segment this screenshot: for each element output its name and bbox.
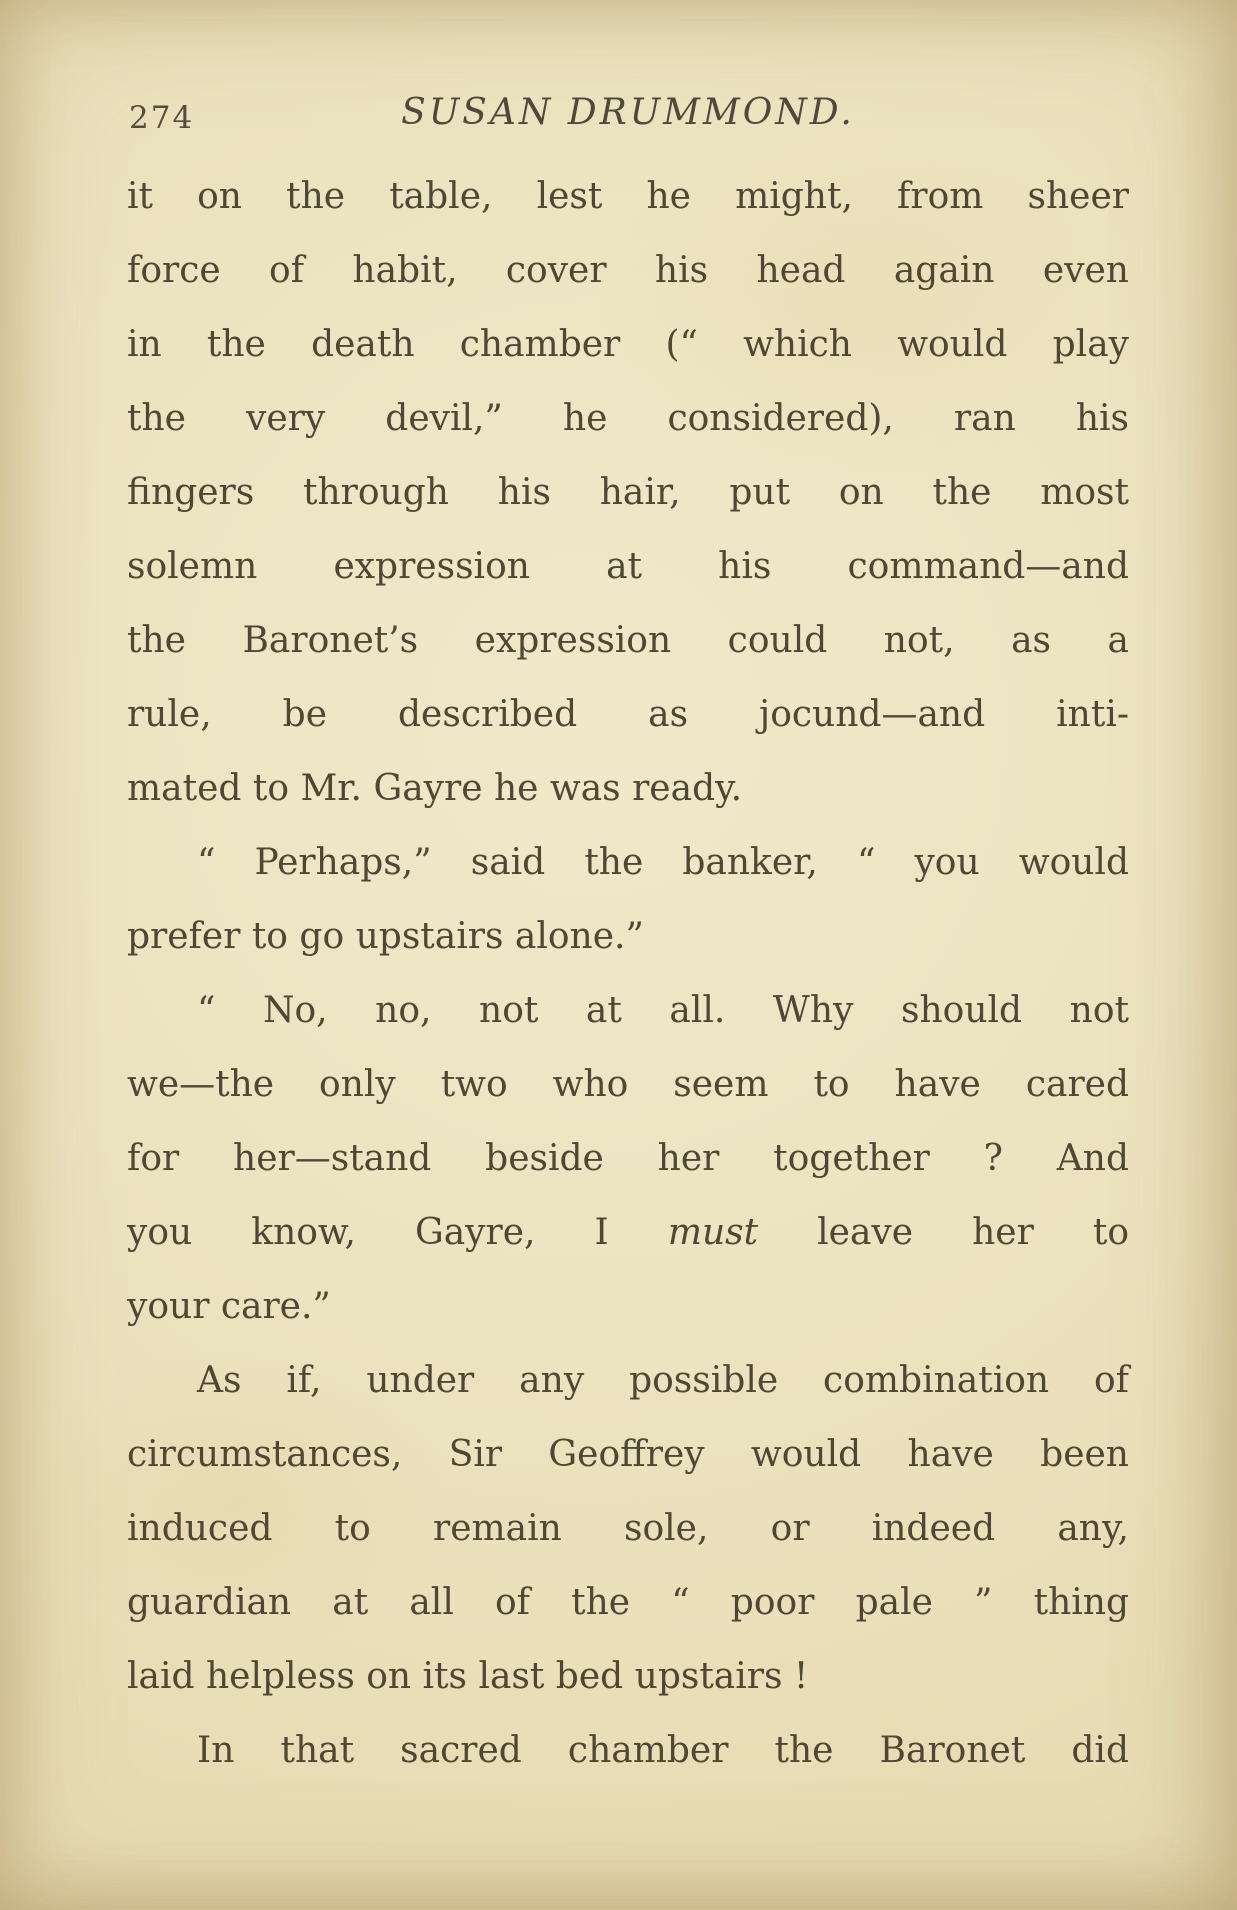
text-segment: prefer to go upstairs alone.”	[127, 916, 644, 957]
text-segment: for her—stand beside her together ? And	[127, 1138, 1129, 1179]
body-line	[127, 1344, 1129, 1418]
body-line	[127, 974, 1129, 1048]
text-segment: rule, be described as jocund—and inti-	[127, 694, 1129, 735]
body-line	[127, 1418, 1129, 1492]
text-segment: fingers through his hair, put on the most	[127, 472, 1129, 513]
text-segment: you know, Gayre, I	[127, 1212, 668, 1253]
body-line	[127, 308, 1129, 382]
running-head	[127, 92, 1129, 142]
text-segment: leave her to	[758, 1212, 1129, 1253]
text-segment: the Baronet’s expression could not, as a	[127, 620, 1129, 661]
running-header-title: SUSAN DRUMMOND.	[401, 92, 855, 133]
text-segment: In that sacred chamber the Baronet did	[197, 1730, 1129, 1771]
text-segment: guardian at all of the “ poor pale ” thing	[127, 1582, 1129, 1623]
italic-text-segment: must	[667, 1212, 759, 1253]
body-line	[127, 234, 1129, 308]
body-line	[127, 456, 1129, 530]
body-line	[127, 900, 1129, 974]
text-segment: in the death chamber (“ which would play	[127, 324, 1129, 365]
text-segment: force of habit, cover his head again even	[127, 250, 1129, 291]
body-line	[127, 1640, 1129, 1714]
body-line	[127, 678, 1129, 752]
text-segment: it on the table, lest he might, from sheer	[127, 176, 1129, 217]
text-segment: laid helpless on its last bed upstairs !	[127, 1656, 809, 1697]
body-line	[127, 1714, 1129, 1788]
body-line	[127, 604, 1129, 678]
body-line	[127, 752, 1129, 826]
body-line	[127, 1492, 1129, 1566]
body-line	[127, 382, 1129, 456]
page-body	[127, 160, 1129, 1788]
body-line	[127, 1048, 1129, 1122]
body-line	[127, 826, 1129, 900]
body-line	[127, 1566, 1129, 1640]
text-segment: As if, under any possible combination of	[197, 1360, 1129, 1401]
body-line	[127, 160, 1129, 234]
text-segment: your care.”	[127, 1286, 331, 1327]
body-line	[127, 1196, 1129, 1270]
text-segment: “ No, no, not at all. Why should not	[197, 990, 1129, 1031]
text-segment: circumstances, Sir Geoffrey would have been	[127, 1434, 1129, 1475]
text-segment: mated to Mr. Gayre he was ready.	[127, 768, 743, 809]
text-segment: the very devil,” he considered), ran his	[127, 398, 1129, 439]
body-line	[127, 1122, 1129, 1196]
text-segment: solemn expression at his command—and	[127, 546, 1129, 587]
text-segment: induced to remain sole, or indeed any,	[127, 1508, 1129, 1549]
page-number: 274	[129, 100, 195, 136]
text-segment: we—the only two who seem to have cared	[127, 1064, 1129, 1105]
body-line	[127, 1270, 1129, 1344]
body-line	[127, 530, 1129, 604]
text-segment: “ Perhaps,” said the banker, “ you would	[197, 842, 1129, 883]
